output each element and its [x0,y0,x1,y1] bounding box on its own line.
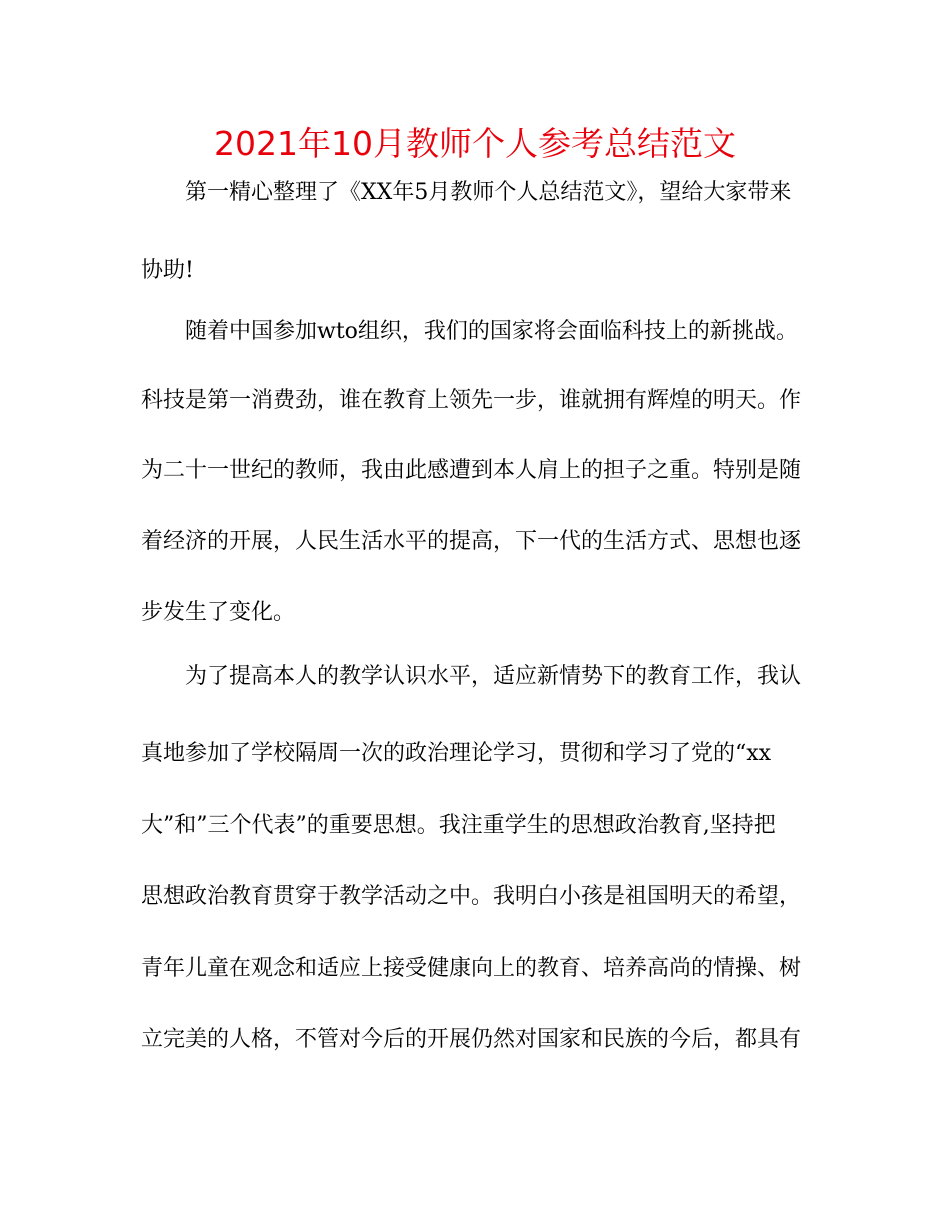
paragraph-line: 科技是第一消费劲，谁在教育上领先一步，谁就拥有辉煌的明天。作 [141,388,802,413]
paragraph-line: 青年儿童在观念和适应上接受健康向上的教育、培养高尚的情操、树 [141,956,802,981]
paragraph-line: 立完美的人格，不管对今后的开展仍然对国家和民族的今后，都具有 [141,1027,802,1052]
paragraph-line: 思想政治教育贯穿于教学活动之中。我明白小孩是祖国明天的希望， [141,884,802,909]
document-title: 2021年10月教师个人参考总结范文 [214,124,736,163]
paragraph-line: 真地参加了学校隔周一次的政治理论学习，贯彻和学习了党的“xx [141,741,772,766]
paragraph-line: 随着中国参加wto组织，我们的国家将会面临科技上的新挑战。 [185,319,798,344]
paragraph-line: 着经济的开展，人民生活水平的提高，下一代的生活方式、思想也逐 [141,529,802,554]
paragraph-line: 为二十一世纪的教师，我由此感遭到本人肩上的担子之重。特别是随 [141,458,802,483]
paragraph-line: 步发生了变化。 [141,600,296,625]
paragraph-line: 大”和”三个代表”的重要思想。我注重学生的思想政治教育,坚持把 [141,813,776,838]
paragraph-line: 第一精心整理了《XX年5月教师个人总结范文》，望给大家带来 [185,180,792,205]
paragraph-line: 协助! [141,258,194,283]
paragraph-line: 为了提高本人的教学认识水平，适应新情势下的教育工作，我认 [185,664,802,689]
